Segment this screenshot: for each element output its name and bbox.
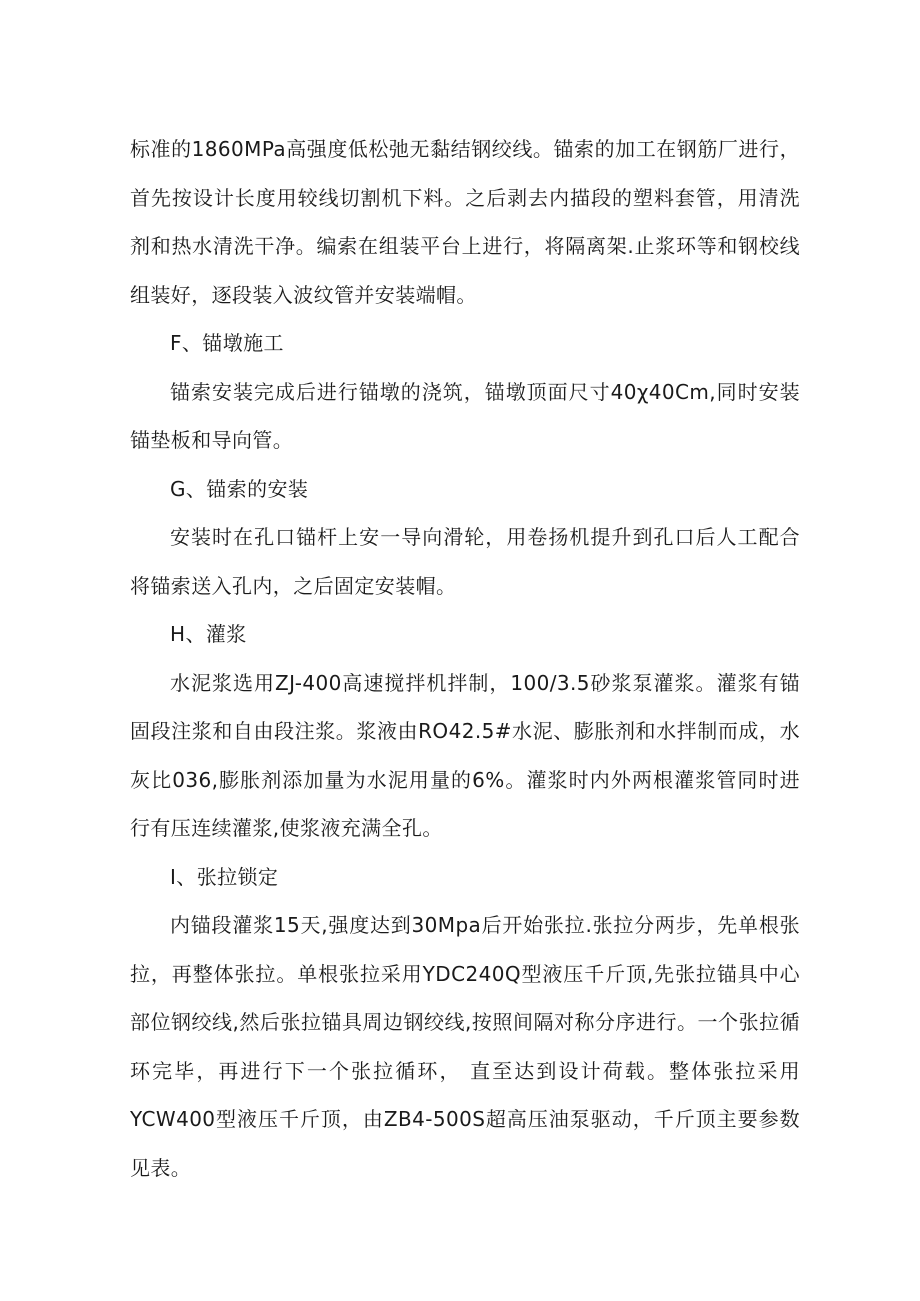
paragraph-cable-installation: 安装时在孔口锚杆上安一导向滑轮，用卷扬机提升到孔口后人工配合将锚索送入孔内，之后固定安装帽。 <box>130 525 800 598</box>
paragraph-tensioning: 内锚段灌浆15天,强度达到30Mpa后开始张拉.张拉分两步，先单根张拉，再整体张拉。单根张拉采用YDC240Q型液压千斤顶,先张拉锚具中心部位钢绞线,然后张拉锚具周边钢绞线,按照间隔对称分序进行。一个张拉循环完毕，再进行下一个张拉循环， 直至达到设计荷载。整体张拉采用YCW400型液压千斤顶，由ZB4-500S超高压油泵驱动，千斤顶主要参数见表。 <box>130 913 800 1180</box>
body-text <box>130 125 800 1192</box>
section-heading-f: F、锚墩施工 <box>170 331 284 355</box>
section-heading-i: I、张拉锁定 <box>170 864 279 889</box>
paragraph-anchor-pier: 锚索安装完成后进行锚墩的浇筑，锚墩顶面尺寸40χ40Cm,同时安装锚垫板和导向管。 <box>130 379 800 452</box>
section-heading-h: H、灌浆 <box>170 622 247 646</box>
paragraph-grouting: 水泥浆选用ZJ-400高速搅拌机拌制，100/3.5砂浆泵灌浆。灌浆有锚固段注浆和自由段注浆。浆液由RO42.5#水泥、膨胀剂和水拌制而成，水灰比036,膨胀剂添加量为水泥用量的6%。灌浆时内外两根灌浆管同时进行有压连续灌浆,使浆液充满全孔。 <box>130 670 800 840</box>
section-heading-g: G、锚索的安装 <box>170 476 309 501</box>
paragraph-cable-fabrication: 标准的1860MPa高强度低松弛无黏结钢绞线。锚索的加工在钢筋厂进行，首先按设计长度用较线切割机下料。之后剥去内描段的塑料套管，用清洗剂和热水清洗干净。编索在组装平台上进行，将隔离架.止浆环等和钢校线组装好，逐段装入波纹管并安装端帽。 <box>130 137 800 307</box>
